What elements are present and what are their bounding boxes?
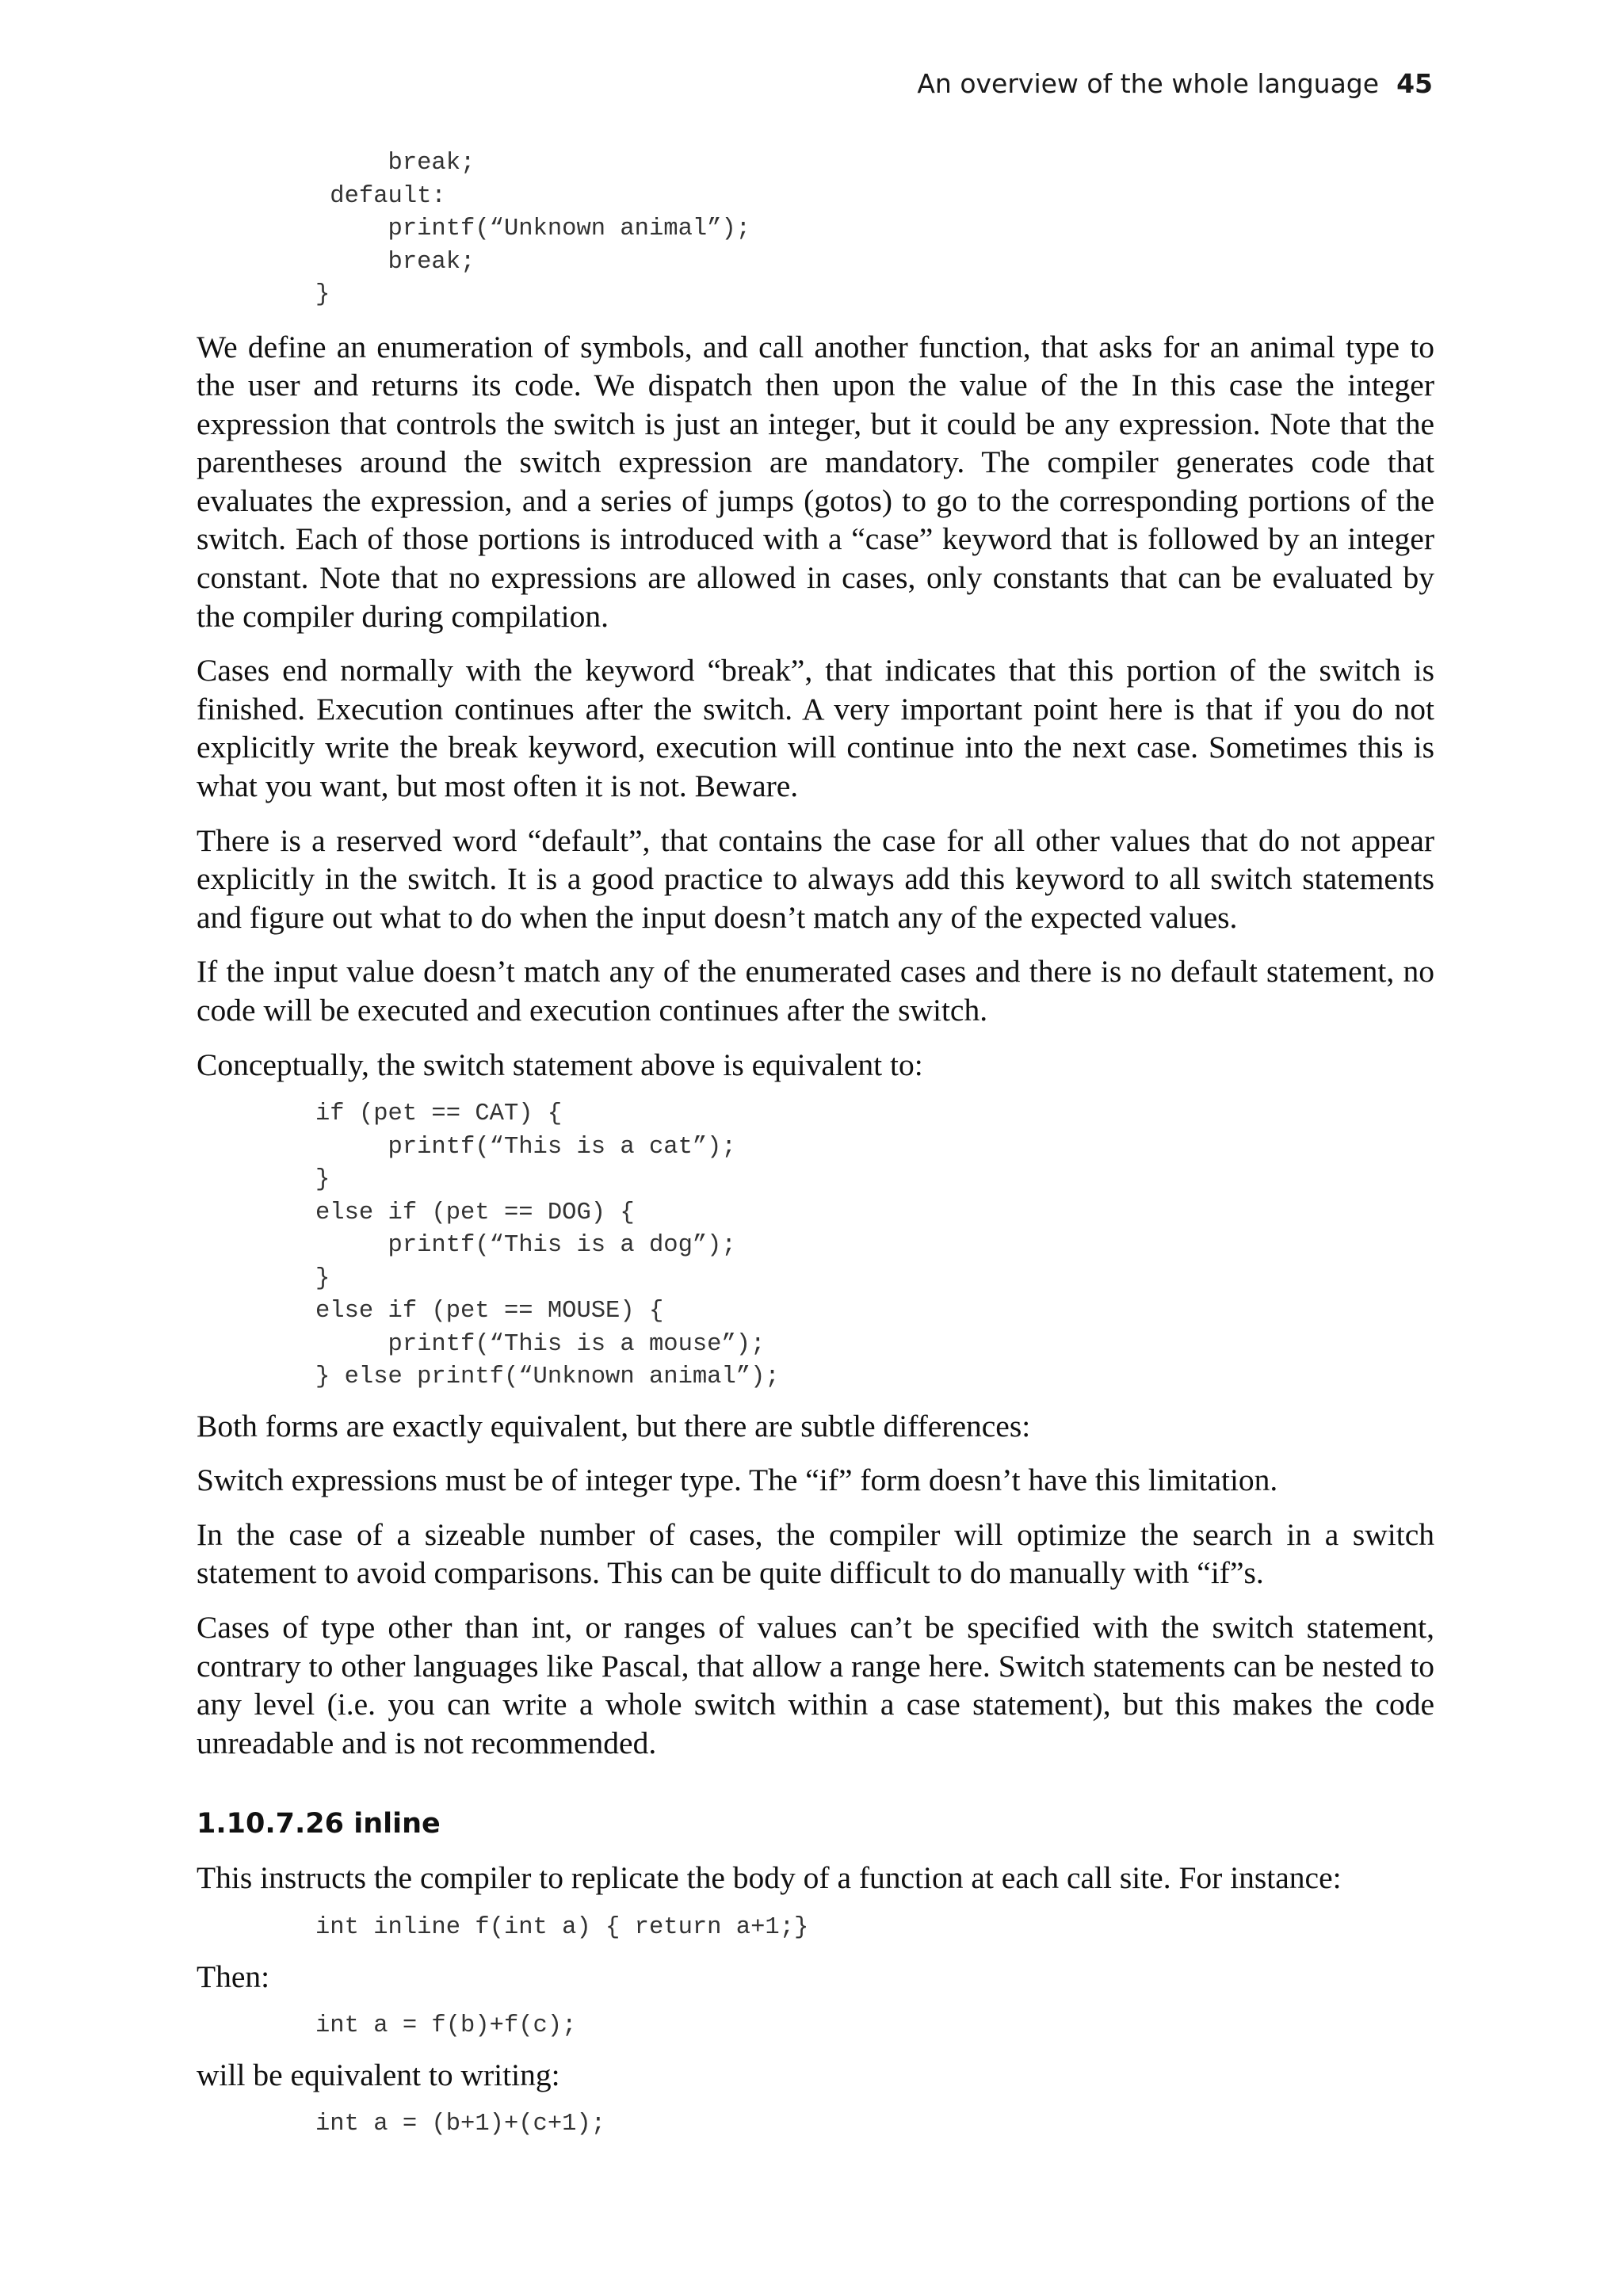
code-line-inline-def: int inline f(int a) { return a+1;} [315,1914,809,1942]
paragraph: Then: [197,1958,270,1994]
paragraph: This instructs the compiler to replicate the body of a function at each call site. For instance: [197,1860,1342,1896]
running-head [917,68,1433,99]
paragraph: We define an enumeration of symbols, and call another function, that asks for an animal type to the user and returns its code. We dispatch then upon the value of the In this case the integer expression that controls the switch is just an integer, but it could be any expression. Note that the parentheses around the switch expression are mandatory. The compiler generates code that evaluates the expression, and a series of jumps (gotos) to go to the corresponding portions of the switch. Each of those portions is introduced with a “case” keyword that is followed by an integer constant. Note that no expressions are allowed in cases, only constants that can be evaluated by the compiler during compilation. [197,329,1434,634]
code-block-if-equivalent: if (pet == CAT) { printf(“This is a cat”); } else if (pet == DOG) { printf(“This is a dog”); } else if (pet == MOUSE) { printf(“This is a mouse”); } else printf(“Unknown animal”); [315,1100,780,1391]
code-line-call: int a = f(b)+f(c); [315,2012,577,2040]
code-block-switch-tail: break; default: printf(“Unknown animal”); break; } [315,150,751,308]
page-number: 45 [1396,68,1433,99]
paragraph: There is a reserved word “default”, that contains the case for all other values that do not appear explicitly in the switch. It is a good practice to always add this keyword to all switch statements and figure out what to do when the input doesn’t match any of the expected values. [197,822,1434,935]
paragraph: Both forms are exactly equivalent, but there are subtle differences: [197,1408,1031,1444]
code-line-expanded: int a = (b+1)+(c+1); [315,2111,606,2138]
paragraph: If the input value doesn’t match any of the enumerated cases and there is no default statement, no code will be executed and execution continues after the switch. [197,954,1434,1028]
paragraph: Conceptually, the switch statement above is equivalent to: [197,1047,923,1082]
paragraph: will be equivalent to writing: [197,2057,560,2092]
paragraph: Cases of type other than int, or ranges of values can’t be specified with the switch statement, contrary to other languages like Pascal, that allow a range here. Switch statements can be nested to any level (i.e. you can write a whole switch within a case statement), but this makes the code unreadable and is not recommended. [197,1610,1434,1760]
running-head-title: An overview of the whole language [917,68,1380,99]
section-heading: 1.10.7.26 inline [197,1808,441,1840]
paragraph: Cases end normally with the keyword “break”, that indicates that this portion of the switch is finished. Execution continues after the switch. A very important point here is that if you do not explicitly write the break keyword, execution will continue into the next case. Sometimes this is what you want, but most often it is not. Beware. [197,653,1434,804]
page-content [197,147,1434,2142]
paragraph: In the case of a sizeable number of cases, the compiler will optimize the search in a switch statement to avoid comparisons. This can be quite difficult to do manually with “if”s. [197,1516,1434,1591]
paragraph: Switch expressions must be of integer type. The “if” form doesn’t have this limitation. [197,1463,1278,1498]
